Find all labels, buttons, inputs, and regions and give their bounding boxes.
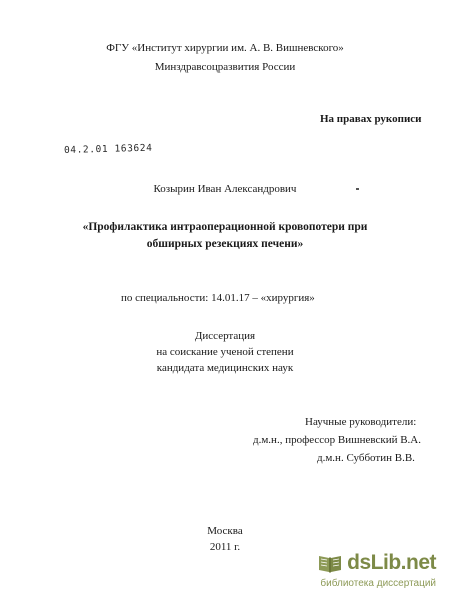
specialty-line: по специальности: 14.01.17 – «хирургия» <box>121 292 315 304</box>
book-icon <box>317 552 343 574</box>
institute-name: ФГУ «Институт хирургии им. А. В. Вишневского» <box>106 42 344 54</box>
degree-purpose: на соискание ученой степени <box>156 346 294 358</box>
dissertation-title-line-1: «Профилактика интраоперационной кровопотери при <box>82 221 368 233</box>
author-name: Козырин Иван Александрович <box>153 183 297 195</box>
city: Москва <box>207 525 243 537</box>
scan-speck <box>356 188 359 190</box>
dissertation-title-line-2: обширных резекциях печени» <box>146 238 304 250</box>
supervisors-heading: Научные руководители: <box>305 416 417 428</box>
document-type: Диссертация <box>194 330 256 342</box>
ministry-name: Минздравсоцразвития России <box>154 61 296 73</box>
dslib-watermark[interactable] <box>314 549 436 595</box>
watermark-subtitle: библиотека диссертаций <box>320 578 436 589</box>
archive-stamp-number: 04.2.01 163624 <box>63 142 153 156</box>
degree-name: кандидата медицинских наук <box>156 362 294 374</box>
watermark-logo-row <box>317 549 436 577</box>
supervisor-1: д.м.н., профессор Вишневский В.А. <box>253 434 422 446</box>
year: 2011 г. <box>209 541 241 553</box>
supervisor-2: д.м.н. Субботин В.В. <box>317 452 415 464</box>
rights-note: На правах рукописи <box>320 113 422 125</box>
watermark-logo-text: dsLib.net <box>347 551 436 574</box>
